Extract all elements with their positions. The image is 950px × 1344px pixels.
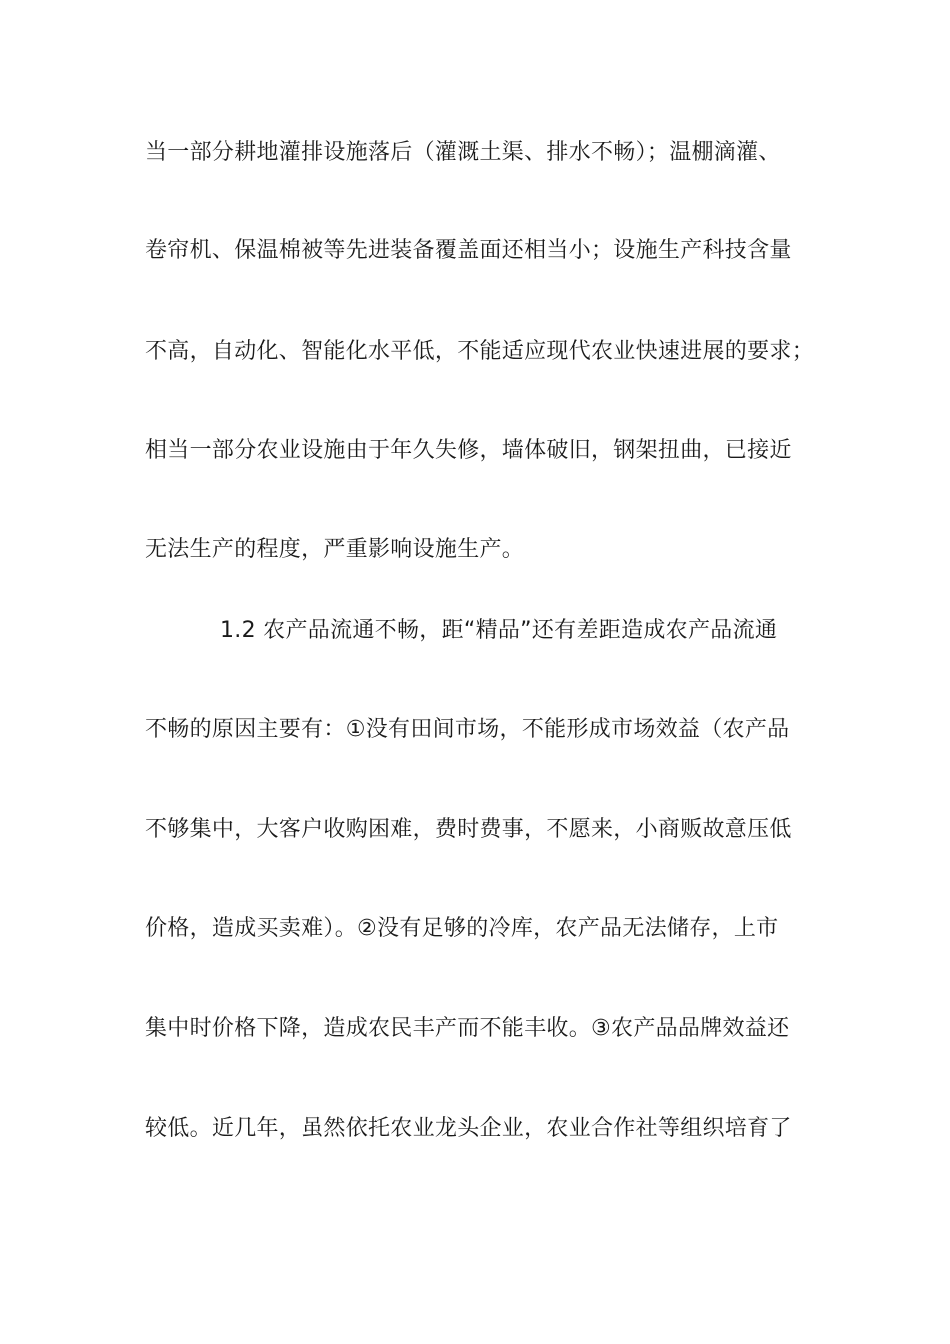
section-heading-line: 1.2 农产品流通不畅，距“精品”还有差距造成农产品流通	[220, 618, 778, 643]
text-line: 卷帘机、保温棉被等先进装备覆盖面还相当小；设施生产科技含量	[145, 238, 792, 263]
text-line: 相当一部分农业设施由于年久失修，墙体破旧，钢架扭曲，已接近	[145, 438, 792, 463]
text-line: 价格，造成买卖难）。②没有足够的冷库，农产品无法储存，上市	[145, 916, 779, 941]
text-line: 当一部分耕地灌排设施落后（灌溉土渠、排水不畅）；温棚滴灌、	[145, 140, 781, 165]
text-line: 集中时价格下降，造成农民丰产而不能丰收。③农产品品牌效益还	[145, 1016, 790, 1041]
text-line: 不够集中，大客户收购困难，费时费事，不愿来，小商贩故意压低	[145, 817, 792, 842]
text-line: 不高，自动化、智能化水平低，不能适应现代农业快速进展的要求；	[145, 339, 815, 364]
text-line: 较低。近几年，虽然依托农业龙头企业，农业合作社等组织培育了	[145, 1116, 792, 1141]
text-line: 不畅的原因主要有：①没有田间市场，不能形成市场效益（农产品	[145, 717, 790, 742]
text-line: 无法生产的程度，严重影响设施生产。	[145, 537, 525, 562]
